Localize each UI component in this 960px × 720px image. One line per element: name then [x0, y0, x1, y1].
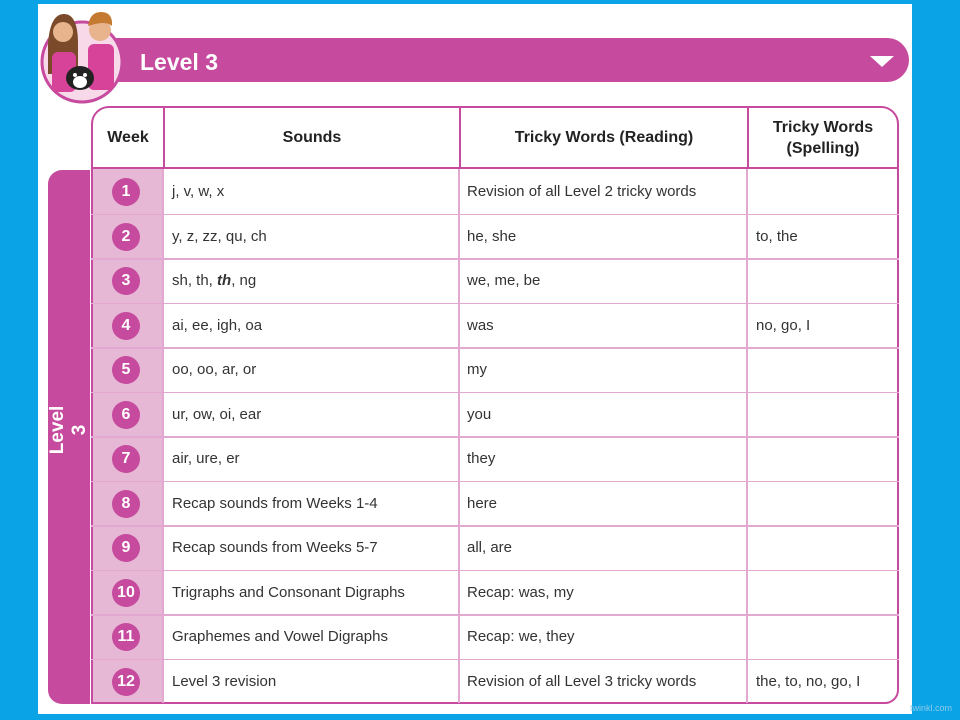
- row-divider: [91, 570, 899, 572]
- tricky-reading-cell: was: [467, 316, 494, 334]
- tricky-spelling-cell: no, go, I: [756, 316, 811, 334]
- sounds-cell: ai, ee, igh, oa: [172, 316, 263, 334]
- header-tricky-spelling-line2: (Spelling): [786, 139, 860, 157]
- week-number-badge: 1: [112, 178, 140, 206]
- row-divider: [91, 258, 899, 260]
- side-label: Level 3: [47, 405, 90, 455]
- row-divider: [91, 614, 899, 616]
- header-week: Week: [107, 129, 149, 146]
- week-number-badge: 9: [112, 534, 140, 562]
- row-divider: [91, 347, 899, 349]
- row-divider: [91, 525, 899, 527]
- row-divider: [91, 436, 899, 438]
- header-tricky-spelling-line1: Tricky Words: [772, 118, 874, 136]
- tricky-reading-cell: Revision of all Level 2 tricky words: [467, 183, 697, 200]
- sounds-cell: oo, oo, ar, or: [172, 361, 257, 378]
- header-tricky-reading: Tricky Words (Reading): [514, 129, 694, 146]
- week-number-badge: 8: [112, 490, 140, 518]
- row-divider: [91, 303, 899, 305]
- sounds-emphasis: th: [217, 272, 232, 289]
- week-number-badge: 3: [112, 267, 140, 295]
- header-sounds: Sounds: [282, 129, 342, 146]
- sounds-cell: Recap sounds from Weeks 1-4: [172, 494, 378, 512]
- tricky-reading-cell: my: [467, 361, 487, 378]
- header-tricky-spelling: [749, 108, 897, 167]
- row-divider: [91, 481, 899, 483]
- week-number-badge: 10: [112, 579, 140, 607]
- tricky-reading-cell: Recap: we, they: [467, 628, 575, 645]
- tricky-reading-cell: all, are: [467, 539, 513, 556]
- tricky-spelling-cell: the, to, no, go, I: [756, 672, 861, 690]
- week-number-badge: 12: [112, 668, 140, 696]
- tricky-reading-cell: Recap: was, my: [467, 583, 574, 601]
- sounds-cell: Level 3 revision: [172, 672, 277, 690]
- tricky-spelling-cell: to, the: [756, 227, 798, 245]
- row-divider: [91, 214, 899, 216]
- tricky-reading-cell: they: [467, 450, 496, 467]
- row-divider: [91, 659, 899, 661]
- sounds-text: , ng: [231, 272, 257, 289]
- week-number-badge: 11: [112, 623, 140, 651]
- sounds-cell: Graphemes and Vowel Digraphs: [172, 628, 388, 645]
- tricky-reading-cell: Revision of all Level 3 tricky words: [467, 672, 697, 690]
- characters-avatar: [38, 4, 126, 104]
- banner-title: Level 3: [140, 49, 218, 75]
- footer-credit: twinkl.com: [910, 703, 953, 713]
- sounds-cell: Recap sounds from Weeks 5-7: [172, 539, 378, 556]
- week-number-badge: 4: [112, 312, 140, 340]
- table-header: [91, 106, 899, 169]
- week-number-badge: 7: [112, 445, 140, 473]
- tricky-reading-cell: he, she: [467, 227, 517, 245]
- tricky-reading-cell: you: [467, 405, 492, 423]
- sounds-cell: Trigraphs and Consonant Digraphs: [172, 583, 405, 601]
- week-number-badge: 6: [112, 401, 140, 429]
- sounds-cell: ur, ow, oi, ear: [172, 405, 262, 423]
- sounds-cell: air, ure, er: [172, 450, 240, 467]
- sounds-cell: j, v, w, x: [172, 183, 225, 200]
- week-number-badge: 5: [112, 356, 140, 384]
- tricky-reading-cell: we, me, be: [467, 272, 541, 289]
- sounds-text: sh, th,: [172, 272, 218, 289]
- sounds-cell: [172, 272, 256, 290]
- dropdown-arrow-icon[interactable]: [870, 56, 894, 67]
- tricky-reading-cell: here: [467, 494, 498, 512]
- week-number-badge: 2: [112, 223, 140, 251]
- row-divider: [91, 392, 899, 394]
- sounds-cell: y, z, zz, qu, ch: [172, 227, 267, 245]
